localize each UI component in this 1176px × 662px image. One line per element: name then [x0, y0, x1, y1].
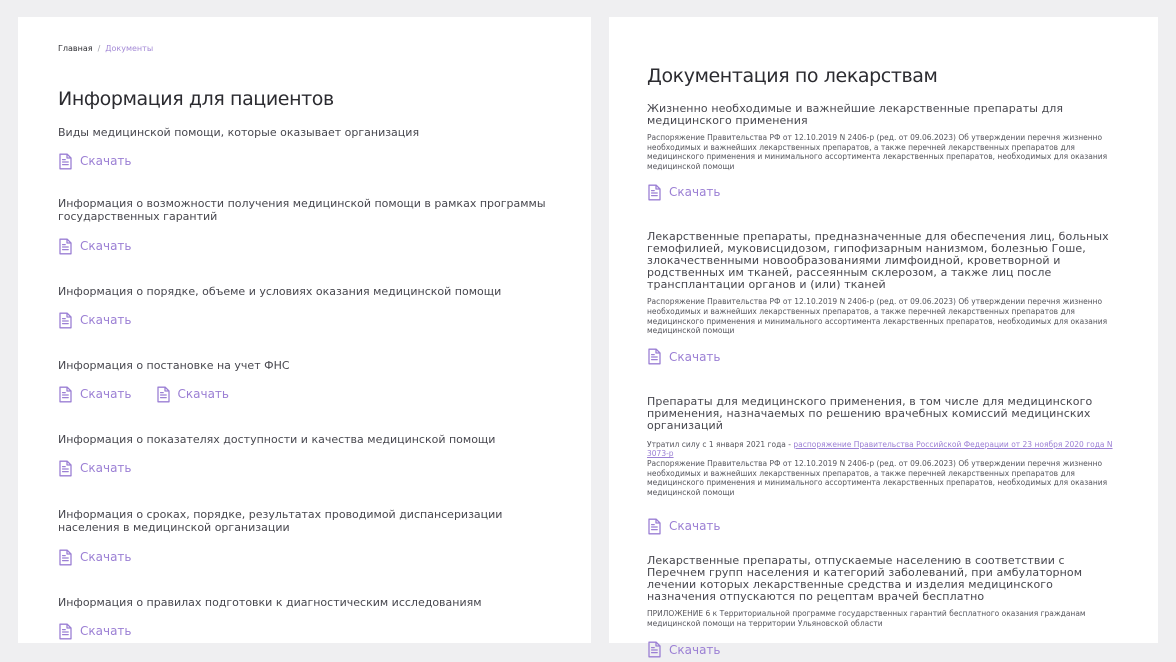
document-icon — [58, 549, 80, 566]
download-link[interactable] — [58, 312, 132, 329]
download-link[interactable] — [647, 641, 721, 658]
document-icon — [647, 348, 669, 365]
lost-force-text: Утратил силу с 1 января 2021 года - — [647, 439, 794, 449]
item-title: Препараты для медицинского применения, в том числе для медицинского применения, назначаемых по решению врачебных комиссий медицинских организаций — [647, 394, 1093, 432]
document-icon — [58, 623, 80, 640]
section-title: Документация по лекарствам — [647, 65, 938, 87]
patient-info-item — [58, 359, 551, 403]
drug-docs-panel — [609, 17, 1158, 657]
drug-doc-item — [647, 555, 1120, 658]
decree-link[interactable]: распоряжение Правительства Российской Федерации от 23 ноября 2020 года N 3073-р — [647, 439, 1113, 459]
download-label: Скачать — [669, 642, 721, 657]
patient-info-item — [58, 285, 551, 329]
item-note: Распоряжение Правительства РФ от 12.10.2019 N 2406-р (ред. от 09.06.2023) Об утверждении перечня жизненно необходимых и важнейших лекарственных препаратов, а также перечней лекарственных препаратов для медицинского применения и минимального ассортимента лекарственных препаратов, необходимых для оказания медицинской помощи — [647, 458, 1108, 497]
breadcrumb — [58, 44, 551, 54]
download-row — [647, 641, 1120, 659]
breadcrumb-current: Документы — [105, 44, 154, 53]
patient-info-item — [58, 197, 551, 255]
download-link[interactable] — [647, 184, 721, 201]
download-label: Скачать — [669, 349, 721, 364]
page-title: Информация для пациентов — [58, 88, 334, 110]
document-icon — [58, 153, 80, 170]
breadcrumb-home[interactable]: Главная — [58, 44, 93, 53]
drug-doc-item — [647, 231, 1120, 365]
download-label: Скачать — [80, 624, 132, 638]
item-title: Информация о показателях доступности и качества медицинской помощи — [58, 433, 496, 446]
breadcrumb-separator: / — [97, 44, 101, 53]
item-title: Информация о порядке, объеме и условиях оказания медицинской помощи — [58, 285, 502, 298]
download-link[interactable] — [58, 386, 132, 403]
item-title: Жизненно необходимые и важнейшие лекарственные препараты для медицинского применения — [647, 102, 1064, 127]
item-title: Лекарственные препараты, отпускаемые населению в соответствии с Перечнем групп населения и категорий заболеваний, при амбулаторном лечении которых лекарственные средства и изделия медицинского назначения отпускаются по рецептам врачей бесплатно — [647, 554, 1083, 604]
download-label: Скачать — [177, 387, 229, 401]
lost-force-note — [647, 440, 1120, 459]
drug-doc-item — [647, 396, 1120, 536]
item-title: Виды медицинской помощи, которые оказывает организация — [58, 126, 420, 139]
item-title: Информация о постановке на учет ФНС — [58, 359, 290, 372]
patient-info-item — [58, 126, 551, 170]
download-link[interactable] — [156, 386, 230, 403]
download-row — [58, 152, 551, 170]
download-link[interactable] — [647, 348, 721, 365]
download-label: Скачать — [80, 239, 132, 253]
document-icon — [647, 641, 669, 658]
download-link[interactable] — [58, 238, 132, 255]
download-label: Скачать — [669, 519, 721, 534]
download-label: Скачать — [80, 313, 132, 327]
download-row — [58, 311, 551, 329]
drug-docs-list — [647, 103, 1120, 659]
download-row — [58, 548, 551, 566]
download-label: Скачать — [669, 185, 721, 200]
item-note: ПРИЛОЖЕНИЕ 6 к Территориальной программе государственных гарантий бесплатного оказания гражданам медицинской помощи на территории Ульяновской области — [647, 609, 1086, 628]
download-row — [58, 622, 551, 640]
download-row — [647, 517, 1120, 535]
drug-doc-item — [647, 103, 1120, 201]
item-title: Информация о возможности получения медицинской помощи в рамках программы государственных гарантий — [58, 197, 546, 223]
document-icon — [58, 238, 80, 255]
document-icon — [156, 386, 178, 403]
patient-info-item — [58, 433, 551, 477]
download-row — [58, 237, 551, 255]
document-icon — [647, 184, 669, 201]
item-title: Информация о сроках, порядке, результатах проводимой диспансеризации населения в медицинской организации — [58, 508, 503, 534]
download-label: Скачать — [80, 550, 132, 564]
patient-info-item — [58, 596, 551, 640]
document-icon — [58, 312, 80, 329]
item-title: Информация о правилах подготовки к диагностическим исследованиям — [58, 596, 482, 609]
download-link[interactable] — [58, 623, 132, 640]
item-note: Распоряжение Правительства РФ от 12.10.2019 N 2406-р (ред. от 09.06.2023) Об утверждении перечня жизненно необходимых и важнейших лекарственных препаратов, а также перечней лекарственных препаратов для медицинского применения и минимального ассортимента лекарственных препаратов, необходимых для оказания медицинской помощи — [647, 133, 1108, 171]
download-label: Скачать — [80, 387, 132, 401]
document-icon — [58, 460, 80, 477]
patient-info-panel — [18, 17, 591, 643]
download-label: Скачать — [80, 461, 132, 475]
download-row — [58, 385, 551, 403]
download-row — [58, 459, 551, 477]
download-link[interactable] — [58, 460, 132, 477]
download-link[interactable] — [647, 518, 721, 535]
patient-info-list — [58, 126, 551, 640]
download-link[interactable] — [58, 549, 132, 566]
download-link[interactable] — [58, 153, 132, 170]
item-note: Распоряжение Правительства РФ от 12.10.2019 N 2406-р (ред. от 09.06.2023) Об утверждении перечня жизненно необходимых и важнейших лекарственных препаратов, а также перечней лекарственных препаратов для медицинского применения и минимального ассортимента лекарственных препаратов, необходимых для оказания медицинской помощи — [647, 297, 1108, 336]
download-row — [647, 348, 1120, 366]
document-icon — [58, 386, 80, 403]
item-title: Лекарственные препараты, предназначенные для обеспечения лиц, больных гемофилией, муковисцидозом, гипофизарным нанизмом, болезнью Гоше, злокачественными новообразованиями лимфоидной, кроветворной и родственных им тканей, рассеянным склерозом, а также лиц после трансплантации органов и (или) тканей — [647, 230, 1109, 292]
download-label: Скачать — [80, 154, 132, 168]
download-row — [647, 183, 1120, 201]
patient-info-item — [58, 508, 551, 566]
document-icon — [647, 518, 669, 535]
